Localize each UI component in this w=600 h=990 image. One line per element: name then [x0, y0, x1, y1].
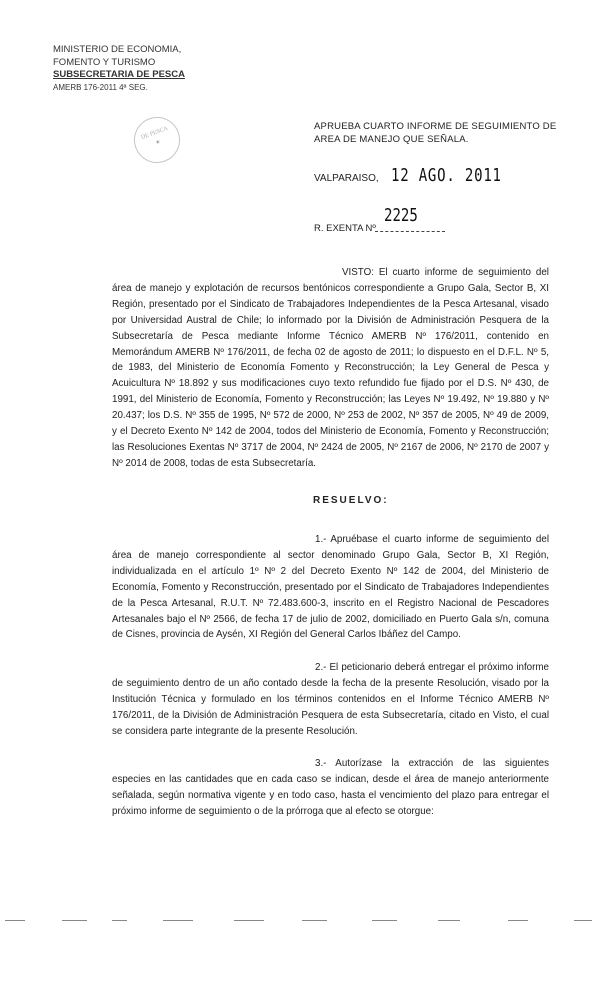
table-edge-7 — [372, 920, 397, 921]
table-edge-3 — [112, 920, 127, 921]
header-subsecretaria: SUBSECRETARIA DE PESCA — [53, 69, 185, 80]
ministry-header — [53, 44, 185, 94]
subject-line-1: APRUEBA CUARTO INFORME DE SEGUIMIENTO DE — [314, 121, 557, 132]
date-stamp: 12 AGO. 2011 — [391, 165, 502, 186]
place-label: VALPARAISO, — [314, 173, 379, 184]
resolution-underline — [375, 231, 445, 232]
table-edge-5 — [234, 920, 264, 921]
header-ministry: MINISTERIO DE ECONOMIA, — [53, 44, 182, 55]
resuelvo-heading: RESUELVO: — [313, 495, 389, 506]
table-edge-1 — [5, 920, 25, 921]
header-ministry-2: FOMENTO Y TURISMO — [53, 56, 156, 68]
table-edge-8 — [438, 920, 460, 921]
subject-line-2: AREA DE MANEJO QUE SEÑALA. — [314, 134, 469, 145]
resolution-point-2 — [112, 660, 549, 740]
visto-paragraph — [112, 265, 549, 472]
table-edge-6 — [302, 920, 327, 921]
resolution-number: 2225 — [384, 205, 418, 226]
table-edge-9 — [508, 920, 528, 921]
point-1-text: 1.- Apruébase el cuarto informe de seguimiento del área de manejo correspondiente al sector denominado Grupo Gala, Sector B, XI Región, individualizada en el artículo 1º Nº 2 del Decreto Exento Nº 142 de 2004, del Ministerio de Economía, Fomento y Reconstrucción, presentado por el Sindicato de Trabajadores Independientes de la Pesca Artesanal, R.U.T. Nº 72.483.600-3, inscrito en el Registro Nacional de Pescadores Artesanales bajo el Nº 2566, de fecha 17 de julio de 2002, domiciliado en Puerto Gala s/n, comuna de Cisnes, provincia de Aysén, XI Región del General Carlos Ibáñez del Campo. — [112, 534, 549, 641]
official-seal: DE PESCA ★ — [128, 111, 187, 170]
table-edge-2 — [62, 920, 87, 921]
point-2-text: 2.- El peticionario deberá entregar el próximo informe de seguimiento dentro de un año contado desde la fecha de la presente Resolución, visado por la Institución Técnica y formulado en los términos contenidos en el Informe Técnico AMERB Nº 176/2011, de la División de Administración Pesquera de esta Subsecretaría, citado en Visto, el cual se considera parte integrante de la presente Resolución. — [112, 662, 549, 737]
resolution-label: R. EXENTA Nº — [314, 223, 376, 234]
table-edge-10 — [574, 920, 592, 921]
resolution-point-1 — [112, 532, 549, 643]
document-subject — [314, 120, 556, 146]
visto-text: VISTO: El cuarto informe de seguimiento del área de manejo y explotación de recursos bentónicos correspondiente a Grupo Gala, Sector B, XI Región, presentado por el Sindicato de Trabajadores Independientes de la Pesca Artesanal, visado por Universidad Austral de Chile; lo informado por la División de Administración Pesquera de la Subsecretaría de Pesca mediante Informe Técnico AMERB Nº 176/2011, contenido en Memorándum AMERB Nº 176/2011, de fecha 02 de agosto de 2011; lo dispuesto en el D.F.L. Nº 5, de 1983, del Ministerio de Economía Fomento y Reconstrucción; la Ley General de Pesca y Acuicultura Nº 18.892 y sus modificaciones cuyo texto refundido fue fijado por el D.S. Nº 430, de 1991, del Ministerio de Economía, Fomento y Reconstrucción; las Leyes Nº 19.492, Nº 19.880 y Nº 20.437; los D.S. Nº 355 de 1995, Nº 572 de 2000, Nº 253 de 2002, Nº 357 de 2005, Nº 49 de 2009, y el Decreto Exento Nº 142 de 2004, todos del Ministerio de Economía, Fomento y Reconstrucción; las Resoluciones Exentas Nº 3717 de 2004, Nº 2424 de 2005, Nº 2167 de 2006, Nº 2170 de 2007 y Nº 2014 de 2008, todas de esta Subsecretaría. — [112, 267, 549, 469]
resolution-point-3 — [112, 756, 549, 820]
header-reference: AMERB 176-2011 4ª SEG. — [53, 82, 148, 92]
table-edge-4 — [163, 920, 193, 921]
point-3-text: 3.- Autorízase la extracción de las siguientes especies en las cantidades que en cada caso se indican, desde el área de manejo anteriormente señalada, según normativa vigente y en todo caso, hasta el vencimiento del plazo para entregar el próximo informe de seguimiento o de la prórroga que al efecto se otorgue: — [112, 758, 549, 817]
